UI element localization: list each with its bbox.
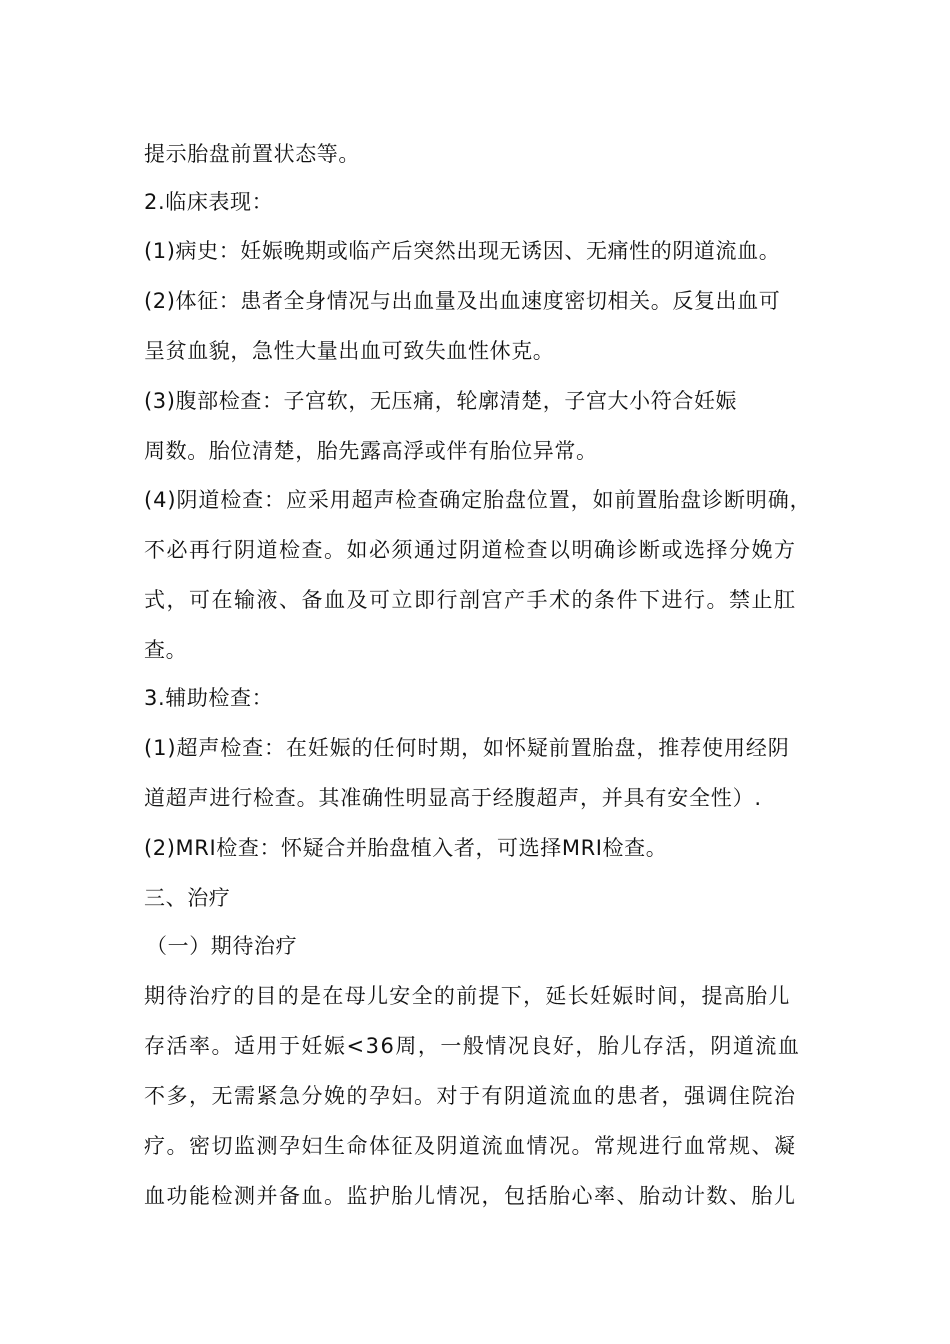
text-line: 呈贫血貌，急性大量出血可致失血性休克。 bbox=[144, 339, 555, 363]
text-line: 不必再行阴道检查。如必须通过阴道检查以明确诊断或选择分娩方 bbox=[144, 538, 797, 562]
text-line: (4)阴道检查：应采用超声检查确定胎盘位置，如前置胎盘诊断明确， bbox=[144, 488, 812, 512]
text-line: 提示胎盘前置状态等。 bbox=[144, 142, 360, 166]
text-line: 式，可在输液、备血及可立即行剖宫产手术的条件下进行。禁止肛 bbox=[144, 588, 797, 612]
section-heading-treatment: 三、治疗 bbox=[144, 886, 231, 910]
text-line: 周数。胎位清楚，胎先露高浮或伴有胎位异常。 bbox=[144, 439, 598, 463]
text-line: 血功能检测并备血。监护胎儿情况，包括胎心率、胎动计数、胎儿 bbox=[144, 1184, 797, 1208]
text-line: 查。 bbox=[144, 638, 188, 662]
text-line: 道超声进行检查。其准确性明显高于经腹超声，并具有安全性）. bbox=[144, 786, 762, 810]
text-line: (1)超声检查：在妊娠的任何时期，如怀疑前置胎盘，推荐使用经阴 bbox=[144, 736, 790, 760]
text-line: 不多，无需紧急分娩的孕妇。对于有阴道流血的患者，强调住院治 bbox=[144, 1084, 797, 1108]
text-line: 期待治疗的目的是在母儿安全的前提下，延长妊娠时间，提高胎儿 bbox=[144, 984, 791, 1008]
text-line: (3)腹部检查：子宫软，无压痛，轮廓清楚，子宫大小符合妊娠 bbox=[144, 389, 738, 413]
section-heading-clinical-manifestations: 2.临床表现： bbox=[144, 190, 274, 214]
text-line: 存活率。适用于妊娠<36周，一般情况良好，胎儿存活，阴道流血 bbox=[144, 1034, 801, 1058]
text-line: 疗。密切监测孕妇生命体征及阴道流血情况。常规进行血常规、凝 bbox=[144, 1134, 797, 1158]
text-line: (2)体征：患者全身情况与出血量及出血速度密切相关。反复出血可 bbox=[144, 289, 781, 313]
text-line: (1)病史：妊娠晚期或临产后突然出现无诱因、无痛性的阴道流血。 bbox=[144, 239, 781, 263]
subsection-heading-expectant-treatment: （一）期待治疗 bbox=[146, 934, 298, 958]
section-heading-auxiliary-exams: 3.辅助检查： bbox=[144, 686, 274, 710]
text-line: (2)MRI检查：怀疑合并胎盘植入者，可选择MRI检查。 bbox=[144, 836, 668, 860]
